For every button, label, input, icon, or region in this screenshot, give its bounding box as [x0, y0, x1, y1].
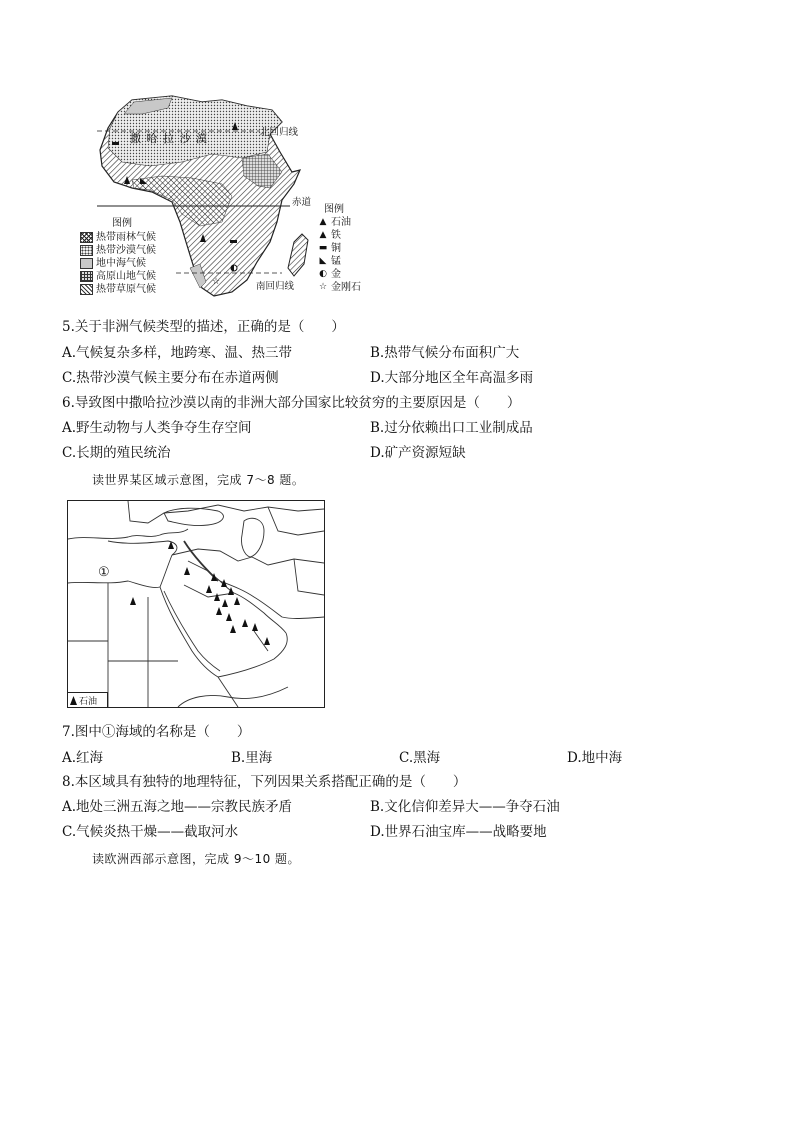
- middle-east-map: [68, 501, 324, 707]
- climate-legend: [80, 214, 200, 296]
- oil-symbol: [230, 625, 236, 633]
- rainforest-swatch: [80, 232, 93, 243]
- q7-option-c[interactable]: C.黑海: [399, 750, 441, 766]
- oil-symbol: [222, 599, 228, 607]
- q8-option-c[interactable]: C.气候炎热干燥——截取河水: [62, 824, 239, 840]
- highland-swatch: [80, 271, 93, 282]
- tropic-of-cancer-label: 北回归线: [260, 127, 299, 138]
- legend-label: 金刚石: [331, 282, 361, 293]
- oil-symbol: [252, 623, 258, 631]
- middle-east-legend: [68, 692, 108, 707]
- copper-symbol: [112, 142, 119, 145]
- middle-east-map-figure: [67, 500, 325, 708]
- q6-option-a[interactable]: A.野生动物与人类争夺生存空间: [62, 420, 252, 436]
- oil-symbol: [216, 607, 222, 615]
- legend-label: 热带雨林气候: [96, 232, 156, 243]
- border: [218, 677, 238, 707]
- question-5-stem: 5.关于非洲气候类型的描述，正确的是（ ）: [62, 319, 345, 335]
- q7-option-a[interactable]: A.红海: [62, 750, 104, 766]
- legend-item-savanna: [80, 283, 200, 296]
- oil-symbol: [184, 567, 190, 575]
- savanna-swatch: [80, 284, 93, 295]
- q8-option-b[interactable]: B.文化信仰差异大——争夺石油: [370, 799, 560, 815]
- copper-symbol: [230, 240, 237, 243]
- legend-item-highland: [80, 270, 200, 283]
- oil-symbol: [214, 593, 220, 601]
- legend-label: 地中海气候: [96, 258, 146, 269]
- coastline: [128, 501, 218, 523]
- desert-swatch: [80, 245, 93, 256]
- arabian-peninsula-coast: [218, 633, 287, 677]
- iron-icon: ▲: [319, 230, 327, 240]
- oil-icon: ▲: [319, 217, 327, 227]
- question-8-stem: 8.本区域具有独特的地理特征，下列因果关系搭配正确的是（ ）: [62, 774, 467, 790]
- legend-item-manganese: [318, 255, 378, 268]
- legend-label: 热带草原气候: [96, 284, 156, 295]
- question-6-stem: 6.导致图中撒哈拉沙漠以南的非洲大部分国家比较贫穷的主要原因是（ ）: [62, 395, 521, 411]
- legend-item-mediterranean: [80, 257, 200, 270]
- legend-item-oil: [318, 216, 378, 229]
- q8-option-d[interactable]: D.世界石油宝库——战略要地: [370, 824, 547, 840]
- manganese-icon: ◣: [319, 256, 327, 266]
- legend-label: 铁: [331, 230, 341, 241]
- equator-label: 赤道: [292, 197, 312, 208]
- mineral-legend: [318, 200, 378, 294]
- legend-item-rainforest: [80, 231, 200, 244]
- mediterranean-swatch: [80, 258, 93, 269]
- legend-item-diamond: [318, 281, 378, 294]
- legend-label: 金: [331, 269, 341, 280]
- legend-item-desert: [80, 244, 200, 257]
- q6-option-c[interactable]: C.长期的殖民统治: [62, 445, 171, 461]
- climate-legend-title: 图例: [112, 218, 132, 229]
- oil-symbol: [130, 597, 136, 605]
- legend-item-gold: [318, 268, 378, 281]
- madagascar: [288, 234, 308, 276]
- oil-symbol: [228, 587, 234, 595]
- intro-questions-9-10: 读欧洲西部示意图，完成 9～10 题。: [92, 852, 301, 866]
- caspian-sea-coast: [241, 518, 264, 557]
- q5-option-b[interactable]: B.热带气候分布面积广大: [370, 345, 520, 361]
- coastline: [178, 687, 288, 707]
- legend-label: 铜: [331, 243, 341, 254]
- q7-option-d[interactable]: D.地中海: [567, 750, 623, 766]
- q6-option-d[interactable]: D.矿产资源短缺: [370, 445, 466, 461]
- coastline: [160, 555, 172, 587]
- legend-label-oil: 石油: [79, 696, 98, 707]
- border: [268, 507, 324, 535]
- q8-option-a[interactable]: A.地处三洲五海之地——宗教民族矛盾: [62, 799, 293, 815]
- black-sea-coast: [164, 508, 223, 525]
- copper-icon: ▬: [318, 243, 328, 253]
- coastline: [68, 529, 188, 539]
- q5-option-c[interactable]: C.热带沙漠气候主要分布在赤道两侧: [62, 370, 279, 386]
- border: [172, 549, 252, 561]
- legend-label: 热带沙漠气候: [96, 245, 156, 256]
- gold-icon: ◐: [319, 269, 327, 279]
- persian-gulf-coast: [220, 581, 286, 633]
- question-7-stem: 7.图中①海域的名称是（ ）: [62, 724, 251, 740]
- q5-option-d[interactable]: D.大部分地区全年高温多雨: [370, 370, 534, 386]
- sea-marker-1: ①: [98, 565, 110, 580]
- border: [218, 505, 324, 511]
- legend-item-iron: [318, 229, 378, 242]
- q5-option-a[interactable]: A.气候复杂多样，地跨寒、温、热三带: [62, 345, 293, 361]
- oil-symbol: [264, 637, 270, 645]
- oil-icon: [70, 696, 77, 705]
- diamond-symbol: ☆: [212, 277, 221, 287]
- oil-symbol: [206, 585, 212, 593]
- oil-symbol: [242, 619, 248, 627]
- tropic-of-capricorn-label: 南回归线: [256, 281, 295, 292]
- persian-gulf-coast: [220, 581, 324, 619]
- border: [252, 557, 324, 565]
- legend-label: 锰: [331, 256, 341, 267]
- intro-questions-7-8: 读世界某区域示意图，完成 7～8 题。: [92, 473, 305, 487]
- q6-option-b[interactable]: B.过分依赖出口工业制成品: [370, 420, 533, 436]
- legend-label: 石油: [331, 217, 351, 228]
- sahara-label: 撒 哈 拉 沙 漠: [130, 132, 208, 145]
- coastline: [108, 541, 177, 555]
- q7-option-b[interactable]: B.里海: [231, 750, 273, 766]
- red-sea-coast: [164, 591, 220, 671]
- oil-symbol: [234, 597, 240, 605]
- coastline: [68, 581, 160, 588]
- mineral-legend-title: 图例: [324, 204, 344, 215]
- oil-symbol: [226, 613, 232, 621]
- legend-item-copper: [318, 242, 378, 255]
- diamond-icon: ☆: [318, 282, 328, 292]
- border: [294, 559, 324, 595]
- africa-map-figure: [72, 92, 372, 307]
- legend-label: 高原山地气候: [96, 271, 156, 282]
